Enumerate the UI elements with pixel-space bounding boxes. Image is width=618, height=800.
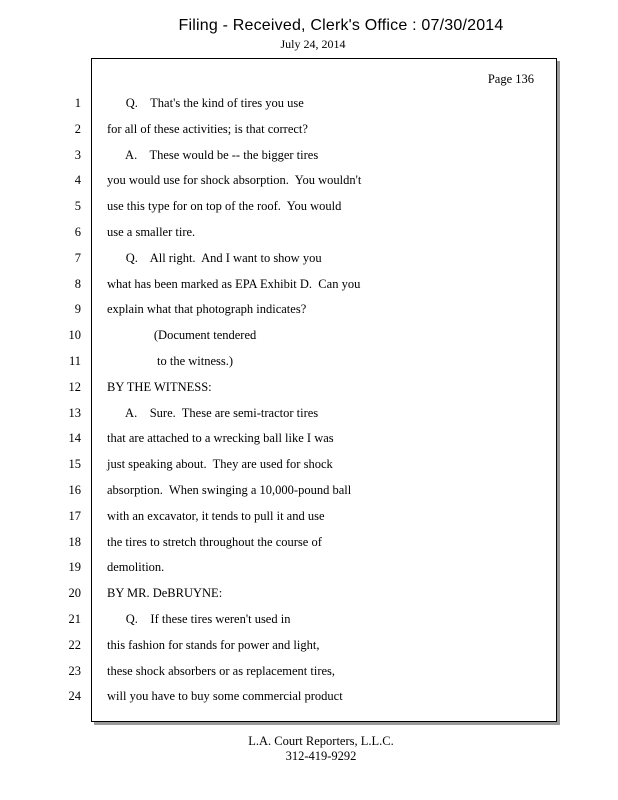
page-number: Page 136: [487, 72, 534, 86]
line-number: 8: [74, 277, 81, 291]
line-number: 1: [74, 96, 81, 110]
transcript-line: these shock absorbers or as replacement tires,: [107, 664, 336, 678]
transcript-line: demolition.: [107, 560, 165, 574]
transcript-line: BY THE WITNESS:: [107, 380, 212, 394]
line-number: 2: [74, 122, 81, 136]
reporter-phone: 312-419-9292: [285, 749, 357, 763]
transcript-line: Q. That's the kind of tires you use: [107, 96, 304, 110]
line-number: 10: [68, 328, 81, 342]
reporter-company: L.A. Court Reporters, L.L.C.: [248, 734, 394, 748]
line-number: 17: [68, 509, 81, 523]
transcript-line: A. Sure. These are semi-tractor tires: [107, 406, 319, 420]
transcript-line: use this type for on top of the roof. You would: [107, 199, 342, 213]
transcript-line: A. These would be -- the bigger tires: [107, 148, 319, 162]
line-number: 7: [74, 251, 81, 265]
line-number: 21: [68, 612, 81, 626]
transcript-line: for all of these activities; is that correct?: [107, 122, 308, 136]
transcript-line: BY MR. DeBRUYNE:: [107, 586, 223, 600]
line-number: 22: [68, 638, 81, 652]
line-number: 12: [68, 380, 81, 394]
transcript-date: July 24, 2014: [280, 37, 346, 51]
transcript-line: will you have to buy some commercial product: [107, 689, 343, 703]
line-number: 15: [68, 457, 81, 471]
line-number: 16: [68, 483, 81, 497]
transcript-line: Q. If these tires weren't used in: [107, 612, 291, 626]
line-number: 11: [68, 354, 81, 368]
line-number: 18: [68, 535, 81, 549]
transcript-line: with an excavator, it tends to pull it and use: [107, 509, 325, 523]
transcript-line: absorption. When swinging a 10,000-pound ball: [107, 483, 352, 497]
transcript-line: just speaking about. They are used for shock: [107, 457, 333, 471]
line-number: 20: [68, 586, 81, 600]
line-number: 19: [68, 560, 81, 574]
line-number: 14: [68, 431, 81, 445]
transcript-line: (Document tendered: [107, 328, 257, 342]
line-number: 6: [74, 225, 81, 239]
line-number: 13: [68, 406, 81, 420]
line-number: 3: [74, 148, 81, 162]
transcript-line: Q. All right. And I want to show you: [107, 251, 322, 265]
line-number: 5: [74, 199, 81, 213]
transcript-line: this fashion for stands for power and light,: [107, 638, 320, 652]
filing-stamp: Filing - Received, Clerk's Office : 07/30/2014: [178, 17, 504, 34]
transcript-line: you would use for shock absorption. You wouldn't: [107, 173, 362, 187]
transcript-line: explain what that photograph indicates?: [107, 302, 307, 316]
transcript-line: that are attached to a wrecking ball like I was: [107, 431, 334, 445]
transcript-line: the tires to stretch throughout the course of: [107, 535, 322, 549]
line-number: 23: [68, 664, 81, 678]
transcript-line: to the witness.): [107, 354, 234, 368]
line-number: 9: [74, 302, 81, 316]
line-number: 24: [68, 689, 81, 703]
line-number: 4: [74, 173, 81, 187]
transcript-line: what has been marked as EPA Exhibit D. Can you: [107, 277, 361, 291]
transcript-line: use a smaller tire.: [107, 225, 196, 239]
